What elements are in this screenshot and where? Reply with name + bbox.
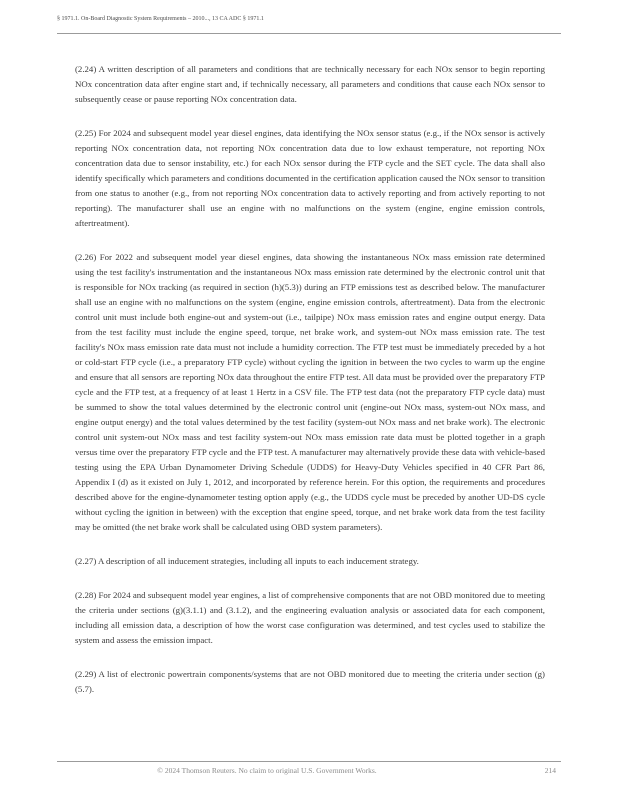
paragraph-2-25: (2.25) For 2024 and subsequent model year diesel engines, data identifying the NOx sensor status (e.g., if the NOx sensor is actively reporting NOx concentration data, not reporting NOx concentration data due to low exhaust temperature, not reporting NOx concentration data due to sensor instability, etc.) for each NOx sensor during the FTP cycle and the SET cycle. The data shall also identify specifically which parameters and conditions documented in the certification application caused the NOx sensor to transition from one status to another (e.g., from not reporting NOx concentration data to actively reporting and from actively reporting to not reporting). The manufacturer shall use an engine with no malfunctions on the system (engine, engine emission controls, aftertreatment).: [75, 128, 545, 228]
paragraph-2-24: (2.24) A written description of all parameters and conditions that are technically necessary for each NOx sensor to begin reporting NOx concentration data after engine start and, if technically necessary, all parameters and conditions that cause each NOx sensor to subsequently cease or pause reporting NOx concentration data.: [75, 64, 545, 104]
document-body: [75, 62, 545, 716]
header-citation: § 1971.1. On-Board Diagnostic System Requirements – 2010..., 13 CA ADC § 1971.1: [57, 16, 264, 22]
paragraph-2-28: (2.28) For 2024 and subsequent model year engines, a list of comprehensive components that are not OBD monitored due to meeting the criteria under sections (g)(3.1.1) and (3.1.2), and the engineering evaluation analysis or associated data for each component, including all emission data, a description of how the worst case configuration was determined, and test cycles used to stabilize the system and assess the emission impact.: [75, 590, 545, 645]
paragraph-2-27: (2.27) A description of all inducement strategies, including all inputs to each inducement strategy.: [75, 556, 419, 566]
header-divider: [57, 33, 561, 34]
paragraph-2-26: (2.26) For 2022 and subsequent model year diesel engines, data showing the instantaneous NOx mass emission rate determined using the test facility's instrumentation and the instantaneous NOx mass emission rate determined by the electronic control unit that is responsible for NOx tracking (as required in section (h)(5.3)) during an FTP emissions test as described below. The manufacturer shall use an engine with no malfunctions on the system (engine, engine emission controls, aftertreatment). Data from the electronic control unit must include both engine-out and system-out (i.e., tailpipe) NOx mass emission rates and engine output energy. Data from the test facility must include the engine speed, torque, net brake work, and system-out NOx mass emission rate. The test facility's NOx mass emission rate data must not include a humidity correction. The FTP test must be immediately preceded by a hot or cold-start FTP cycle (i.e., a preparatory FTP cycle) without cycling the ignition in between the two cycles to warm up the engine and ensure that all sensors are reporting NOx data throughout the entire FTP test. All data must be provided over the preparatory FTP cycle and the FTP test, at a frequency of at least 1 Hertz in a CSV file. The FTP test data (not the preparatory FTP cycle data) must be summed to show the total values determined by the electronic control unit (engine-out NOx mass, system-out NOx mass, and engine output energy) and the total values determined by the test facility (system-out NOx mass and net brake work). The electronic control unit system-out NOx mass and test facility system-out NOx mass emission rate data must be plotted together in a graph versus time over the preparatory FTP cycle and the FTP test. A manufacturer may alternatively provide these data with vehicle-based testing using the EPA Urban Dynamometer Driving Schedule (UDDS) for Heavy-Duty Vehicles specified in 40 CFR Part 86, Appendix I (d) as it existed on July 1, 2012, and incorporated by reference herein. For this option, the requirements and procedures described above for the engine-dynamometer testing option apply (e.g., the UDDS cycle must be preceded by another UD-DS cycle without cycling the ignition in between) with the exception that engine speed, torque, and net brake work data from the test facility may be omitted (the net brake work shall be calculated using OBD system parameters).: [75, 252, 545, 532]
footer-divider: [57, 761, 561, 762]
footer-page-number: 214: [544, 766, 556, 775]
footer-copyright: © 2024 Thomson Reuters. No claim to original U.S. Government Works.: [157, 766, 377, 775]
paragraph-2-29: (2.29) A list of electronic powertrain components/systems that are not OBD monitored due to meeting the criteria under section (g)(5.7).: [75, 669, 545, 694]
